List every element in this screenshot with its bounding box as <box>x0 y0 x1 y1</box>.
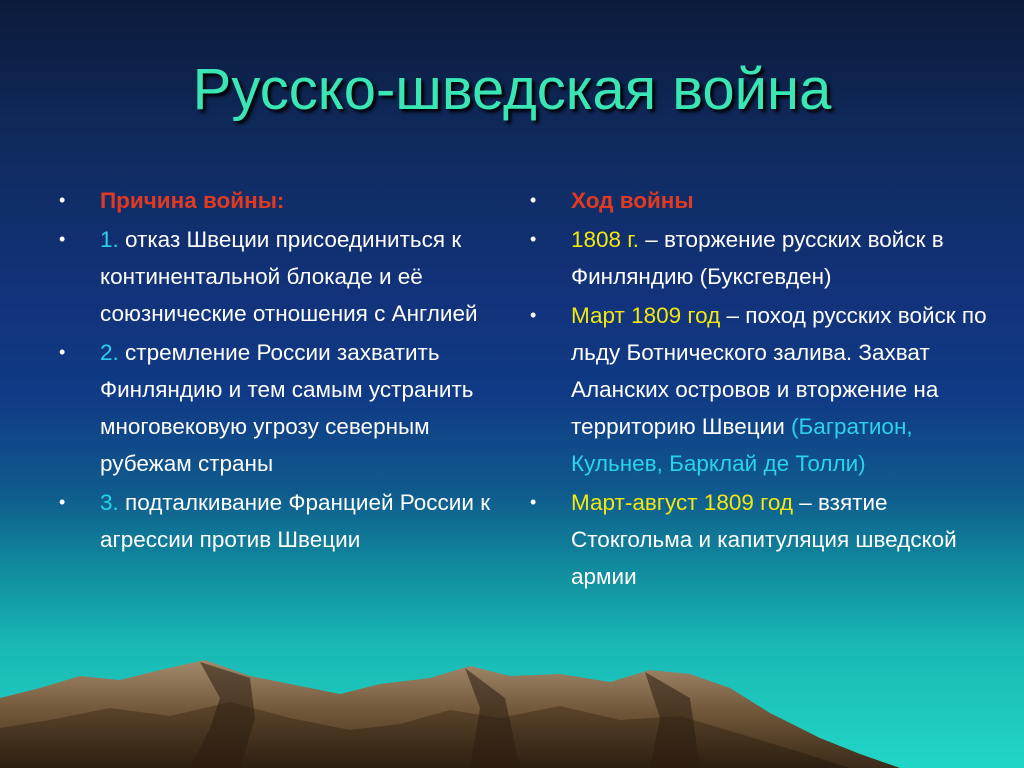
bullet-icon: • <box>530 229 537 249</box>
causes-column <box>54 182 504 560</box>
mountains-illustration <box>0 658 1024 768</box>
slide-title: Русско-шведская война <box>192 57 832 122</box>
bullet-icon: • <box>530 305 537 325</box>
bullet-icon: • <box>530 492 537 512</box>
cause-item-1 <box>54 221 504 332</box>
causes-heading-item <box>54 182 504 219</box>
event-text: – вторжение русских войск в Финляндию (Буксгевден) <box>571 227 944 289</box>
cause-number: 3. <box>100 490 119 515</box>
event-date: 1808 г. <box>571 227 640 252</box>
course-item-1 <box>525 221 995 295</box>
course-heading: Ход войны <box>571 188 694 213</box>
bullet-icon: • <box>59 190 66 210</box>
cause-text: подталкивание Францией России к агрессии против Швеции <box>100 490 491 552</box>
causes-list <box>54 182 504 558</box>
event-text: – взятие Стокгольма и капитуляция шведской армии <box>571 490 957 589</box>
cause-text: отказ Швеции присоединиться к континентальной блокаде и её союзнические отношения с Англией <box>100 227 478 326</box>
course-heading-item <box>525 182 995 219</box>
cause-number: 2. <box>100 340 119 365</box>
bullet-icon: • <box>530 190 537 210</box>
course-column <box>525 182 995 597</box>
course-item-2 <box>525 297 995 482</box>
cause-number: 1. <box>100 227 119 252</box>
bullet-icon: • <box>59 492 66 512</box>
event-date: Март-август 1809 год <box>571 490 793 515</box>
event-text: – поход русских войск по льду Ботнического залива. Захват Аланских островов и вторжение на территорию Швеции <box>571 303 987 439</box>
causes-heading: Причина войны: <box>100 188 285 213</box>
cause-item-2 <box>54 334 504 482</box>
course-item-3 <box>525 484 995 595</box>
bullet-icon: • <box>59 229 66 249</box>
event-date: Март 1809 год <box>571 303 721 328</box>
course-list <box>525 182 995 595</box>
bullet-icon: • <box>59 342 66 362</box>
cause-text: стремление России захватить Финляндию и тем самым устранить многовековую угрозу северным рубежам страны <box>100 340 474 476</box>
cause-item-3 <box>54 484 504 558</box>
event-commanders: (Багратион, Кульнев, Барклай де Толли) <box>571 414 913 476</box>
